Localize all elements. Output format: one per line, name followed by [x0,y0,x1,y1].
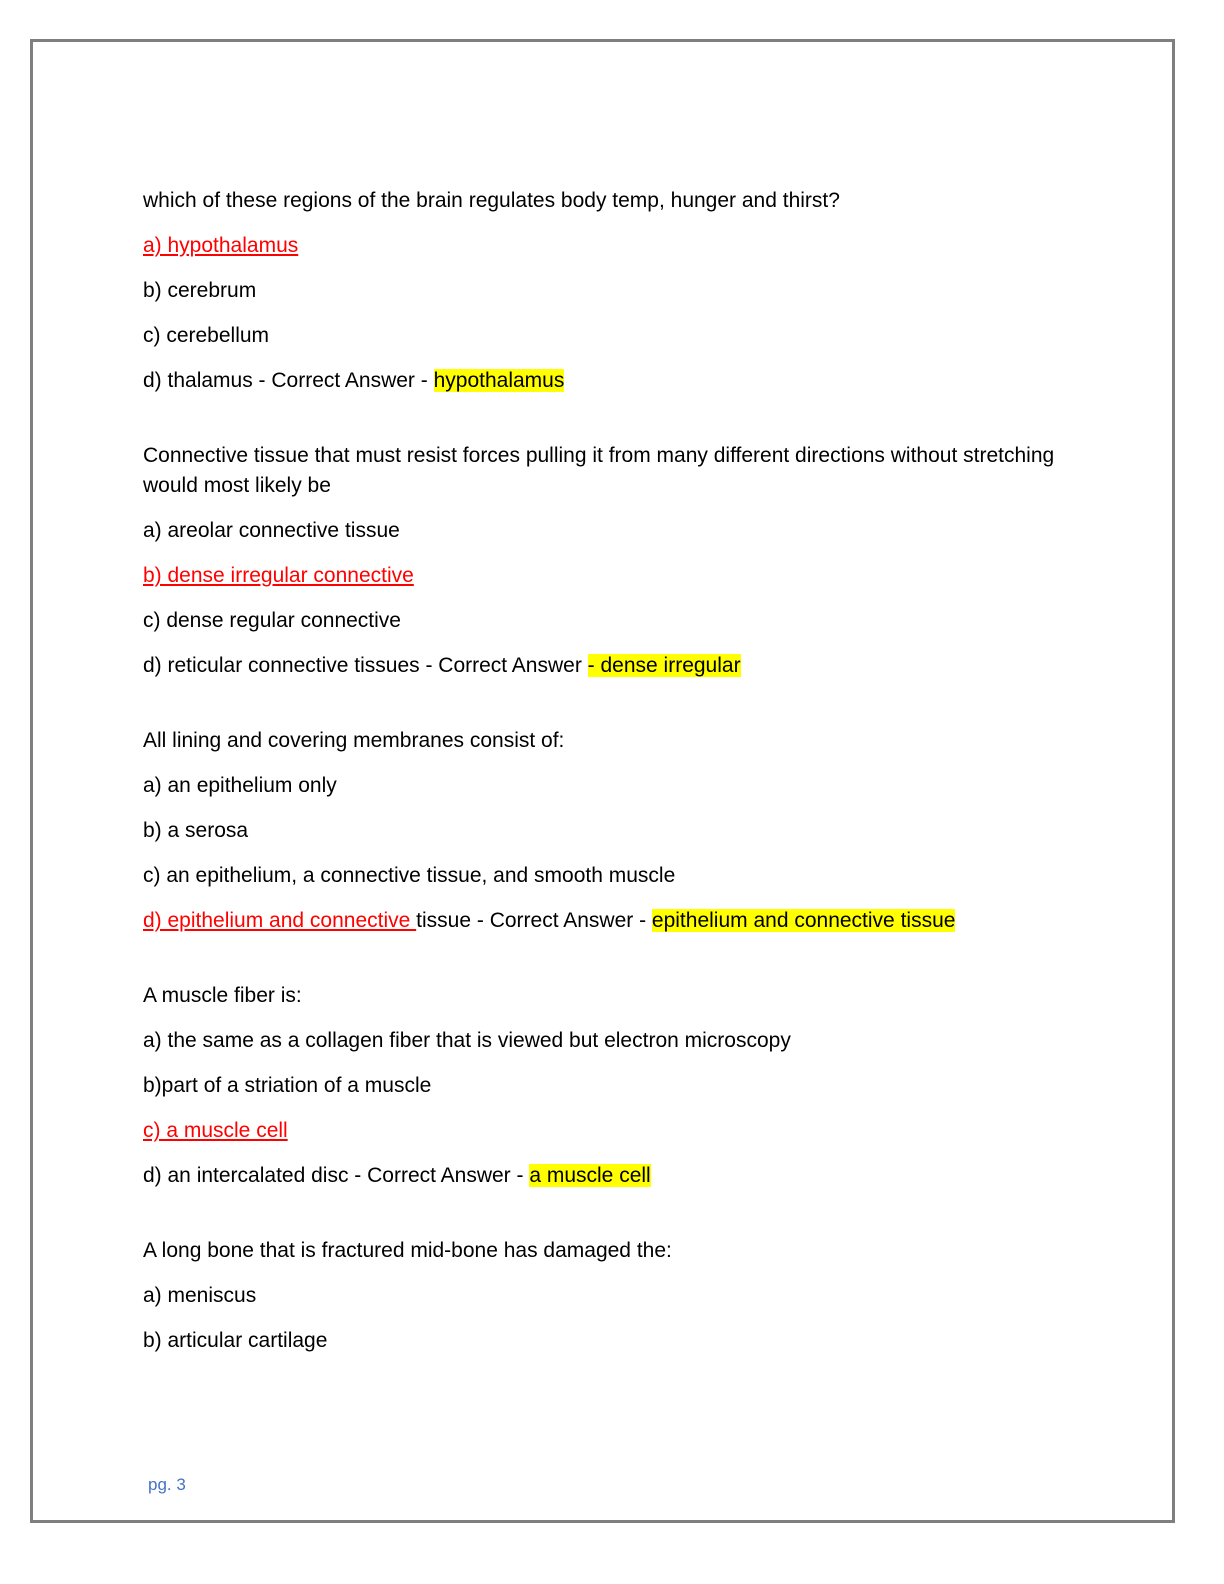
option-line [143,606,1083,636]
option-line [143,231,1083,261]
option-line [143,1161,1083,1191]
option-text: a) an epithelium only [143,774,337,797]
question-text: A muscle fiber is: [143,984,302,1007]
question-block [143,441,1083,681]
marked-answer: c) a muscle cell [143,1119,288,1142]
option-text: a) meniscus [143,1284,257,1307]
option-text: c) dense regular connective [143,609,401,632]
question-block [143,1236,1083,1356]
option-text: b)part of a striation of a muscle [143,1074,432,1097]
highlighted-answer: a muscle cell [529,1164,651,1187]
option-line [143,1116,1083,1146]
option-line [143,861,1083,891]
marked-answer: b) dense irregular connective [143,564,414,587]
option-text: c) an epithelium, a connective tissue, and smooth muscle [143,864,676,887]
highlighted-answer: epithelium and connective tissue [651,909,956,932]
option-line [143,1281,1083,1311]
highlighted-answer: hypothalamus [433,369,565,392]
option-text: c) cerebellum [143,324,270,347]
option-line [143,366,1083,396]
question-block [143,186,1083,396]
question-text: All lining and covering membranes consist of: [143,729,565,752]
question-block [143,726,1083,936]
option-line [143,1026,1083,1056]
marked-answer: a) hypothalamus [143,234,299,257]
option-text: d) thalamus - Correct Answer - [143,369,434,392]
option-line [143,1071,1083,1101]
highlighted-answer: - dense irregular [587,654,741,677]
option-line [143,276,1083,306]
question-text: which of these regions of the brain regulates body temp, hunger and thirst? [143,189,840,212]
option-line [143,1326,1083,1356]
question-text: Connective tissue that must resist forces pulling it from many different directions without stretching would most likely be [143,444,1055,497]
marked-answer: d) epithelium and connective [143,909,417,932]
page-number: pg. 3 [148,1475,186,1494]
document-body [143,186,1083,1401]
option-line [143,516,1083,546]
option-text: b) a serosa [143,819,249,842]
option-text: a) the same as a collagen fiber that is viewed but electron microscopy [143,1029,791,1052]
option-line [143,321,1083,351]
question-block [143,981,1083,1191]
option-text: a) areolar connective tissue [143,519,400,542]
option-text: d) an intercalated disc - Correct Answer - [143,1164,530,1187]
option-line [143,651,1083,681]
option-text: b) articular cartilage [143,1329,328,1352]
option-line [143,906,1083,936]
option-text: d) reticular connective tissues - Correct Answer [143,654,588,677]
option-line [143,561,1083,591]
question-text: A long bone that is fractured mid-bone has damaged the: [143,1239,672,1262]
option-line [143,771,1083,801]
option-line [143,816,1083,846]
option-text: tissue - Correct Answer - [416,909,652,932]
option-text: b) cerebrum [143,279,257,302]
